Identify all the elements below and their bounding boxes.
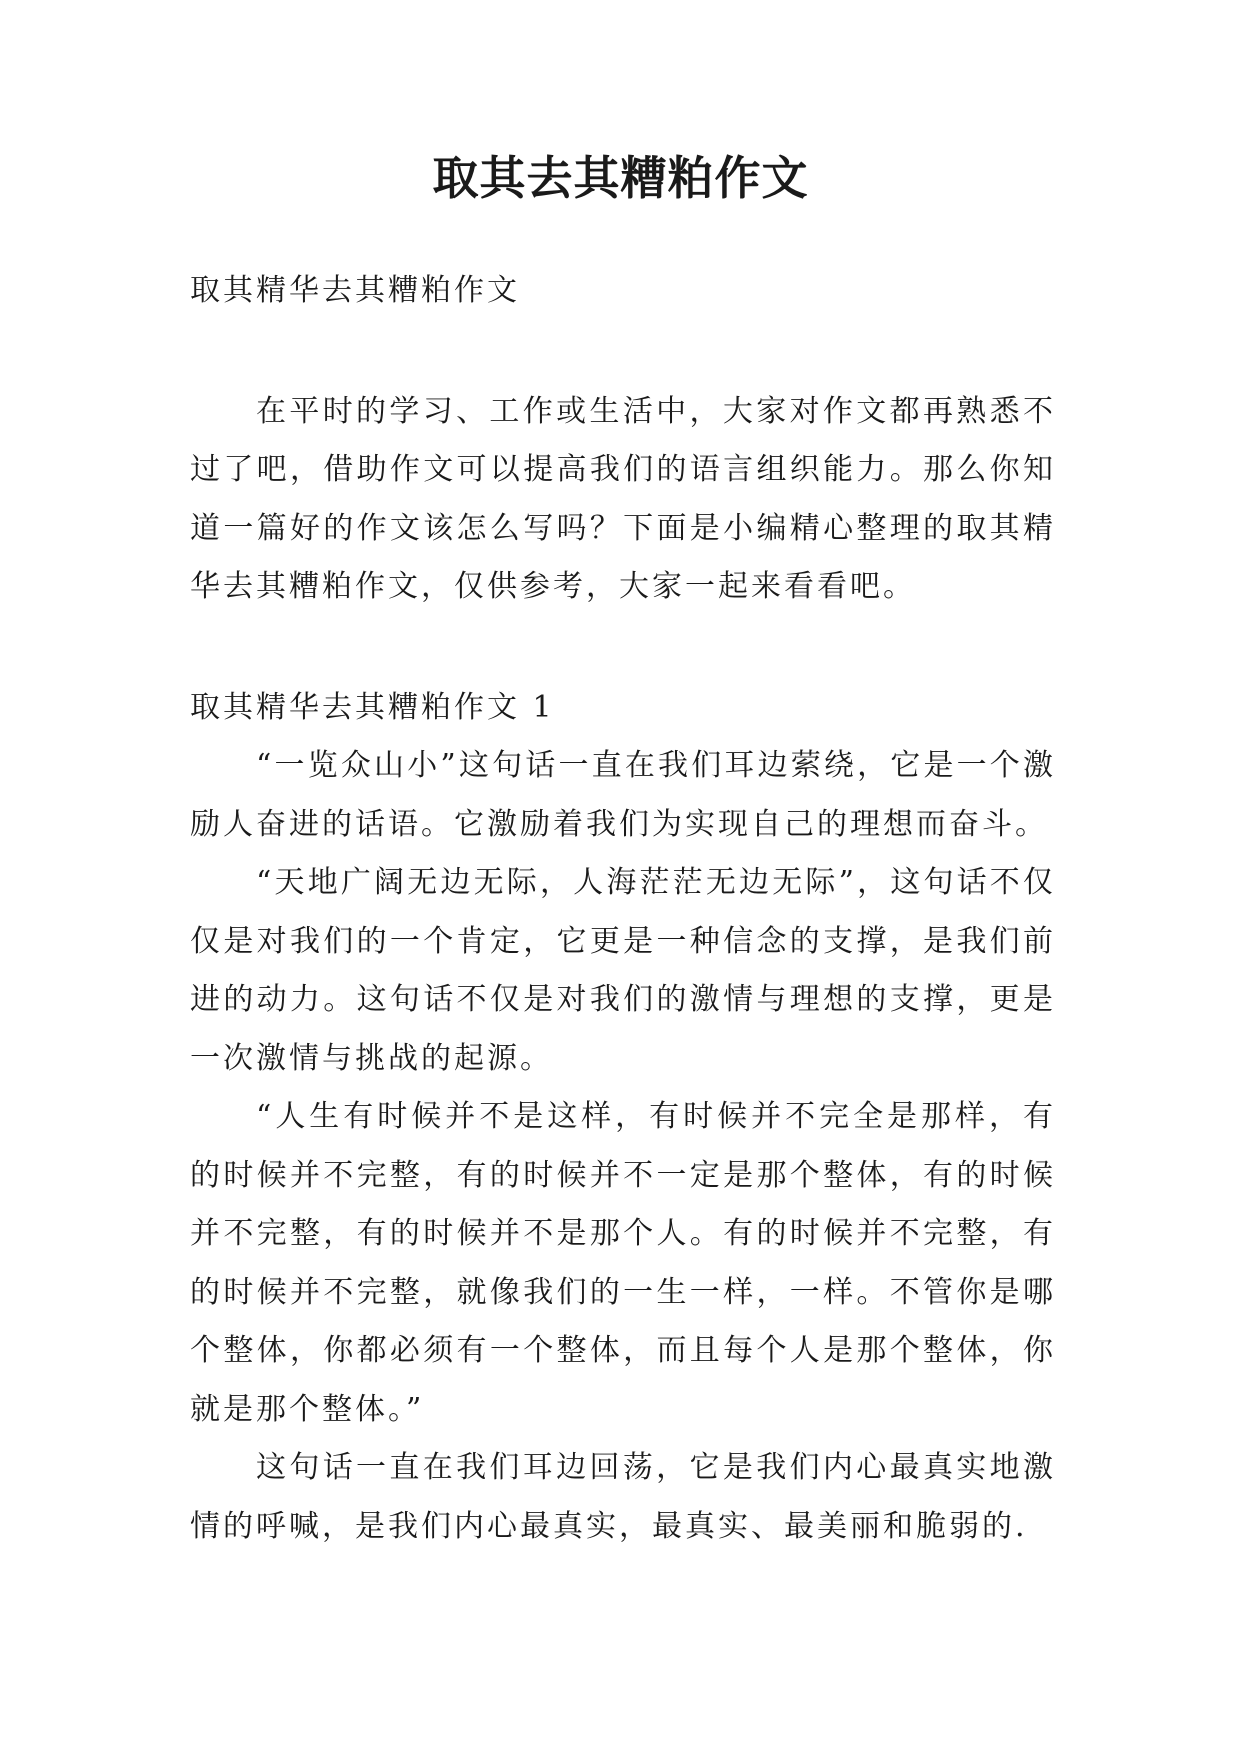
body-paragraph: “一览众山小”这句话一直在我们耳边萦绕，它是一个激励人奋进的话语。它激励着我们为实现自己的理想而奋斗。: [190, 748, 1056, 842]
document-title: 取其去其糟粕作文: [432, 151, 809, 205]
body-paragraph: “天地广阔无边无际，人海茫茫无边无际”，这句话不仅仅是对我们的一个肯定，它更是一种信念的支撑，是我们前进的动力。这句话不仅是对我们的激情与理想的支撑，更是一次激情与挑战的起源。: [190, 865, 1056, 1076]
spacer: [190, 617, 1056, 679]
intro-paragraph: 在平时的学习、工作或生活中，大家对作文都再熟悉不过了吧，借助作文可以提高我们的语言组织能力。那么你知道一篇好的作文该怎么写吗？下面是小编精心整理的取其精华去其糟粕作文，仅供参考，大家一起来看看吧。: [190, 393, 1056, 604]
document-subtitle: 取其精华去其糟粕作文: [190, 273, 520, 308]
spacer: [190, 321, 1056, 383]
section-heading: 取其精华去其糟粕作文 1: [190, 689, 555, 725]
document-body: [190, 262, 1056, 1556]
body-paragraph: 这句话一直在我们耳边回荡，它是我们内心最真实地激情的呼喊，是我们内心最真实，最真实、最美丽和脆弱的.: [190, 1450, 1056, 1544]
body-paragraph: “人生有时候并不是这样，有时候并不完全是那样，有的时候并不完整，有的时候并不一定是那个整体，有的时候并不完整，有的时候并不是那个人。有的时候并不完整，有的时候并不完整，就像我们的一生一样，一样。不管你是哪个整体，你都必须有一个整体，而且每个人是那个整体，你就是那个整体。”: [190, 1099, 1056, 1427]
